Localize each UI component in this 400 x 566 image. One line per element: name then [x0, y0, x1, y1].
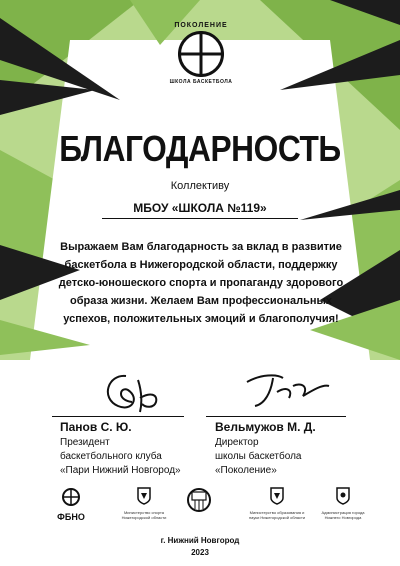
certificate-title: БЛАГОДАРНОСТЬ	[59, 128, 341, 169]
school-logo	[168, 22, 234, 104]
recipient-label: Коллективу	[170, 180, 230, 192]
sport-ministry-logo	[116, 487, 172, 520]
sport-ministry-caption: Министерство спорта Нижегородской области	[121, 510, 167, 520]
school-basketball-logo	[184, 487, 214, 518]
school-basketball-emblem-icon	[186, 487, 212, 513]
signature-line-left	[52, 416, 184, 417]
signature-velmuzhov	[243, 368, 331, 410]
city-emblem-icon	[336, 487, 350, 505]
city-administration-logo	[318, 487, 368, 520]
year: 2023	[191, 548, 209, 557]
signatory-name: Панов С. Ю.	[60, 420, 132, 434]
signatory-name: Вельмужов М. Д.	[215, 420, 316, 434]
signatory-org-line1: баскетбольного клуба	[60, 451, 162, 462]
city-administration-caption: Администрация города Нижнего Новгорода	[321, 510, 365, 520]
fbno-basketball-icon	[60, 487, 82, 507]
fbno-label: ФБНО	[57, 512, 85, 522]
education-ministry-caption: Министерство образования и науки Нижегородской области	[248, 510, 306, 520]
signature-line-right	[206, 416, 346, 417]
signatory-left	[60, 420, 181, 478]
regional-emblem-icon	[137, 487, 151, 505]
school-logo-sub-text: ШКОЛА БАСКЕТБОЛА	[169, 79, 233, 85]
regional-emblem-icon	[270, 487, 284, 505]
signatory-role: Директор	[215, 437, 259, 448]
gratitude-message: Выражаем Вам благодарность за вклад в развитие баскетбола в Нижегородской области, поддержку детско-юношеского спорта и пропаганду здорового образа жизни. Желаем Вам профессиональных успехов, положительных эмоций и благополучия!	[58, 241, 344, 325]
signatory-org-line2: «Поколение»	[215, 465, 277, 476]
city-and-year	[0, 535, 400, 559]
basketball-icon	[178, 31, 224, 77]
school-logo-arc-text: ПОКОЛЕНИЕ	[174, 22, 228, 29]
signatory-org-line2: «Пари Нижний Новгород»	[60, 465, 181, 476]
city: г. Нижний Новгород	[160, 536, 240, 545]
signature-panov	[98, 368, 170, 416]
recipient-underline	[102, 218, 298, 219]
signatory-right	[215, 420, 316, 478]
partner-logos	[0, 487, 400, 523]
fbno-logo	[44, 487, 98, 522]
education-ministry-logo	[244, 487, 310, 520]
signatory-role: Президент	[60, 437, 110, 448]
recipient-name: МБОУ «ШКОЛА №119»	[133, 201, 267, 215]
signatory-org-line1: школы баскетбола	[215, 451, 302, 462]
